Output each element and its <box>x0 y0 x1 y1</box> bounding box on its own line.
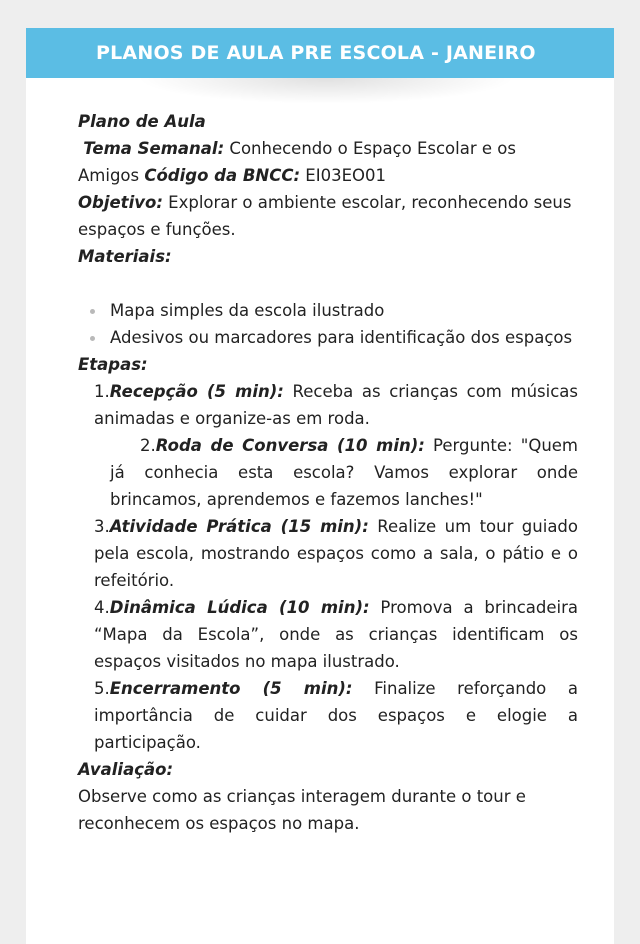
banner-shadow <box>136 78 516 104</box>
etapa-text: Finalize reforçando a importância de cuidar dos espaços e elogie a participação. <box>94 679 578 752</box>
etapa-5 <box>78 675 578 756</box>
tema-text: Conhecendo o Espaço Escolar e os Amigos <box>78 139 516 185</box>
list-item: Adesivos ou marcadores para identificação dos espaços <box>90 324 578 351</box>
etapa-title: Roda de Conversa (10 min): <box>155 436 425 455</box>
plan-heading: Plano de Aula <box>78 112 206 131</box>
etapa-number: 1. <box>94 382 110 401</box>
etapa-number: 2. <box>140 436 156 455</box>
objetivo-label: Objetivo: <box>78 193 163 212</box>
etapa-text: Pergunte: "Quem já conhecia esta escola? Vamos explorar onde brincamos, aprendemos e fazemos lanches!" <box>110 436 578 509</box>
etapa-text: Receba as crianças com músicas animadas e organize-as em roda. <box>94 382 578 428</box>
etapa-title: Atividade Prática (15 min): <box>109 517 369 536</box>
codigo-text: EI03EO01 <box>300 166 387 185</box>
etapas-label: Etapas: <box>78 355 148 374</box>
etapa-4 <box>78 594 578 675</box>
etapa-2 <box>78 432 578 513</box>
materiais-list <box>78 297 578 351</box>
etapa-text: Realize um tour guiado pela escola, mostrando espaços como a sala, o pátio e o refeitório. <box>94 517 578 590</box>
tema-label: Tema Semanal: <box>83 139 225 158</box>
etapa-title: Recepção (5 min): <box>109 382 284 401</box>
avaliacao-label: Avaliação: <box>78 760 174 779</box>
etapa-title: Encerramento (5 min): <box>109 679 353 698</box>
etapa-title: Dinâmica Lúdica (10 min): <box>109 598 370 617</box>
avaliacao-text: Observe como as crianças interagem durante o tour e reconhecem os espaços no mapa. <box>78 787 526 833</box>
tema-paragraph <box>78 135 578 189</box>
page-banner <box>26 28 614 78</box>
lesson-plan <box>78 108 578 837</box>
list-item: Mapa simples da escola ilustrado <box>90 297 578 324</box>
document-page <box>26 28 614 944</box>
banner-title: PLANOS DE AULA PRE ESCOLA - JANEIRO <box>96 42 536 64</box>
objetivo-text: Explorar o ambiente escolar, reconhecendo seus espaços e funções. <box>78 193 572 239</box>
materiais-label: Materiais: <box>78 247 172 266</box>
objetivo-paragraph <box>78 189 578 243</box>
etapa-number: 4. <box>94 598 110 617</box>
codigo-label: Código da BNCC: <box>144 166 301 185</box>
etapa-3 <box>78 513 578 594</box>
etapa-number: 5. <box>94 679 110 698</box>
etapa-text: Promova a brincadeira “Mapa da Escola”, onde as crianças identificam os espaços visitados no mapa ilustrado. <box>94 598 579 671</box>
etapa-number: 3. <box>94 517 110 536</box>
etapa-1 <box>78 378 578 432</box>
